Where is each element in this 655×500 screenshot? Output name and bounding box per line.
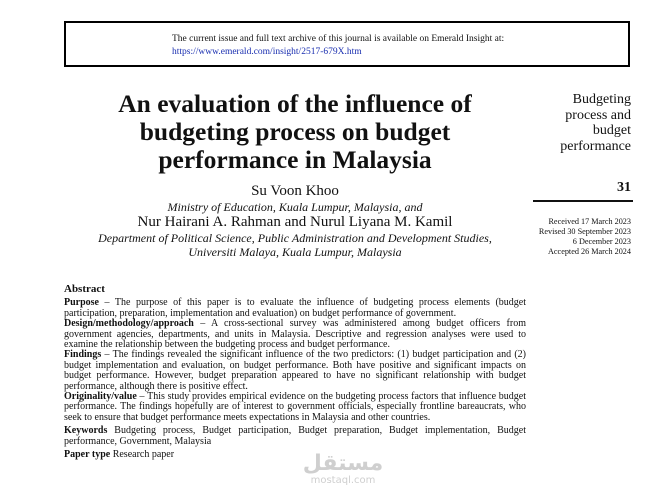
findings-label: Findings [64,349,102,361]
accepted-date: Accepted 26 March 2024 [548,247,631,256]
findings-text: – The findings revealed the significant influence of the two predictors: (1) budget participation and (2) budget implementation and evaluation, on budget performance. Both have positive and significant impacts on budget performance. However, budget preparation appeared to have no significant relationship with budget performance, although there is positive effect. [64,349,526,392]
abstract-originality [64,392,526,423]
journal-notice-text: The current issue and full text archive of this journal is available on Emerald Insight at: [172,34,505,44]
title-line: performance in Malaysia [158,145,432,174]
originality-label: Originality/value [64,391,137,403]
watermark [288,453,398,486]
author-affiliation: Ministry of Education, Kuala Lumpur, Malaysia, and [167,200,423,214]
running-title-line: process and [565,107,631,123]
author-name: Su Voon Khoo [251,183,339,199]
watermark-logo: مستقل [302,451,384,476]
abstract-purpose [64,298,526,319]
revised-date: 6 December 2023 [572,237,631,246]
journal-archive-link[interactable]: https://www.emerald.com/insight/2517-679X.htm [172,47,362,57]
abstract-heading: Abstract [64,283,105,295]
originality-text: – This study provides empirical evidence on the budgeting process factors that influence budget performance. The findings hopefully are of interest to government officials, especially frontline bareaucrats, who seek to ensure that budget performance meets expectations in Malaysia and other countries. [64,391,526,423]
author-names: Nur Hairani A. Rahman and Nurul Liyana M. Kamil [137,214,453,230]
watermark-url: mostaql.com [310,475,376,486]
running-title [521,92,631,154]
keywords-label: Keywords [64,425,108,437]
revised-date: Revised 30 September 2023 [538,227,631,236]
paper-type-label: Paper type [64,449,111,461]
author-affiliation: Universiti Malaya, Kuala Lumpur, Malaysia [188,245,402,259]
purpose-text: – The purpose of this paper is to evaluate the influence of budgeting process elements (budget participation, preparation, implementation and evaluation) on budget performance of government. [64,297,526,319]
received-date: Received 17 March 2023 [548,217,631,226]
design-label: Design/methodology/approach [64,318,194,330]
title-line: An evaluation of the influence of [118,89,472,118]
author-block [64,183,526,259]
running-title-line: Budgeting [572,92,631,107]
article-history [511,217,631,257]
author-affiliation: Department of Political Science, Public Administration and Development Studies, [98,231,492,245]
keywords-text: Budgeting process, Budget participation, Budget preparation, Budget implementation, Budget performance, Government, Malaysia [64,425,526,447]
article-title [64,90,526,174]
paper-type-text: Research paper [110,449,175,461]
journal-notice-box [64,21,630,67]
abstract-design [64,319,526,350]
running-title-line: budget [592,123,631,138]
sidebar-divider [533,200,633,202]
running-title-line: performance [560,138,631,154]
page-number: 31 [617,180,631,195]
design-text: – A cross-sectional survey was administered among budget officers from government agencies, departments, and units in Malaysia. Descriptive and regression analyses were used to examine the relationship between the budgeting process and budget performance. [64,318,526,351]
abstract-keywords [64,426,526,447]
purpose-label: Purpose [64,297,99,309]
title-line: budgeting process on budget [139,117,451,146]
abstract-findings [64,350,526,392]
abstract-section [64,284,526,461]
